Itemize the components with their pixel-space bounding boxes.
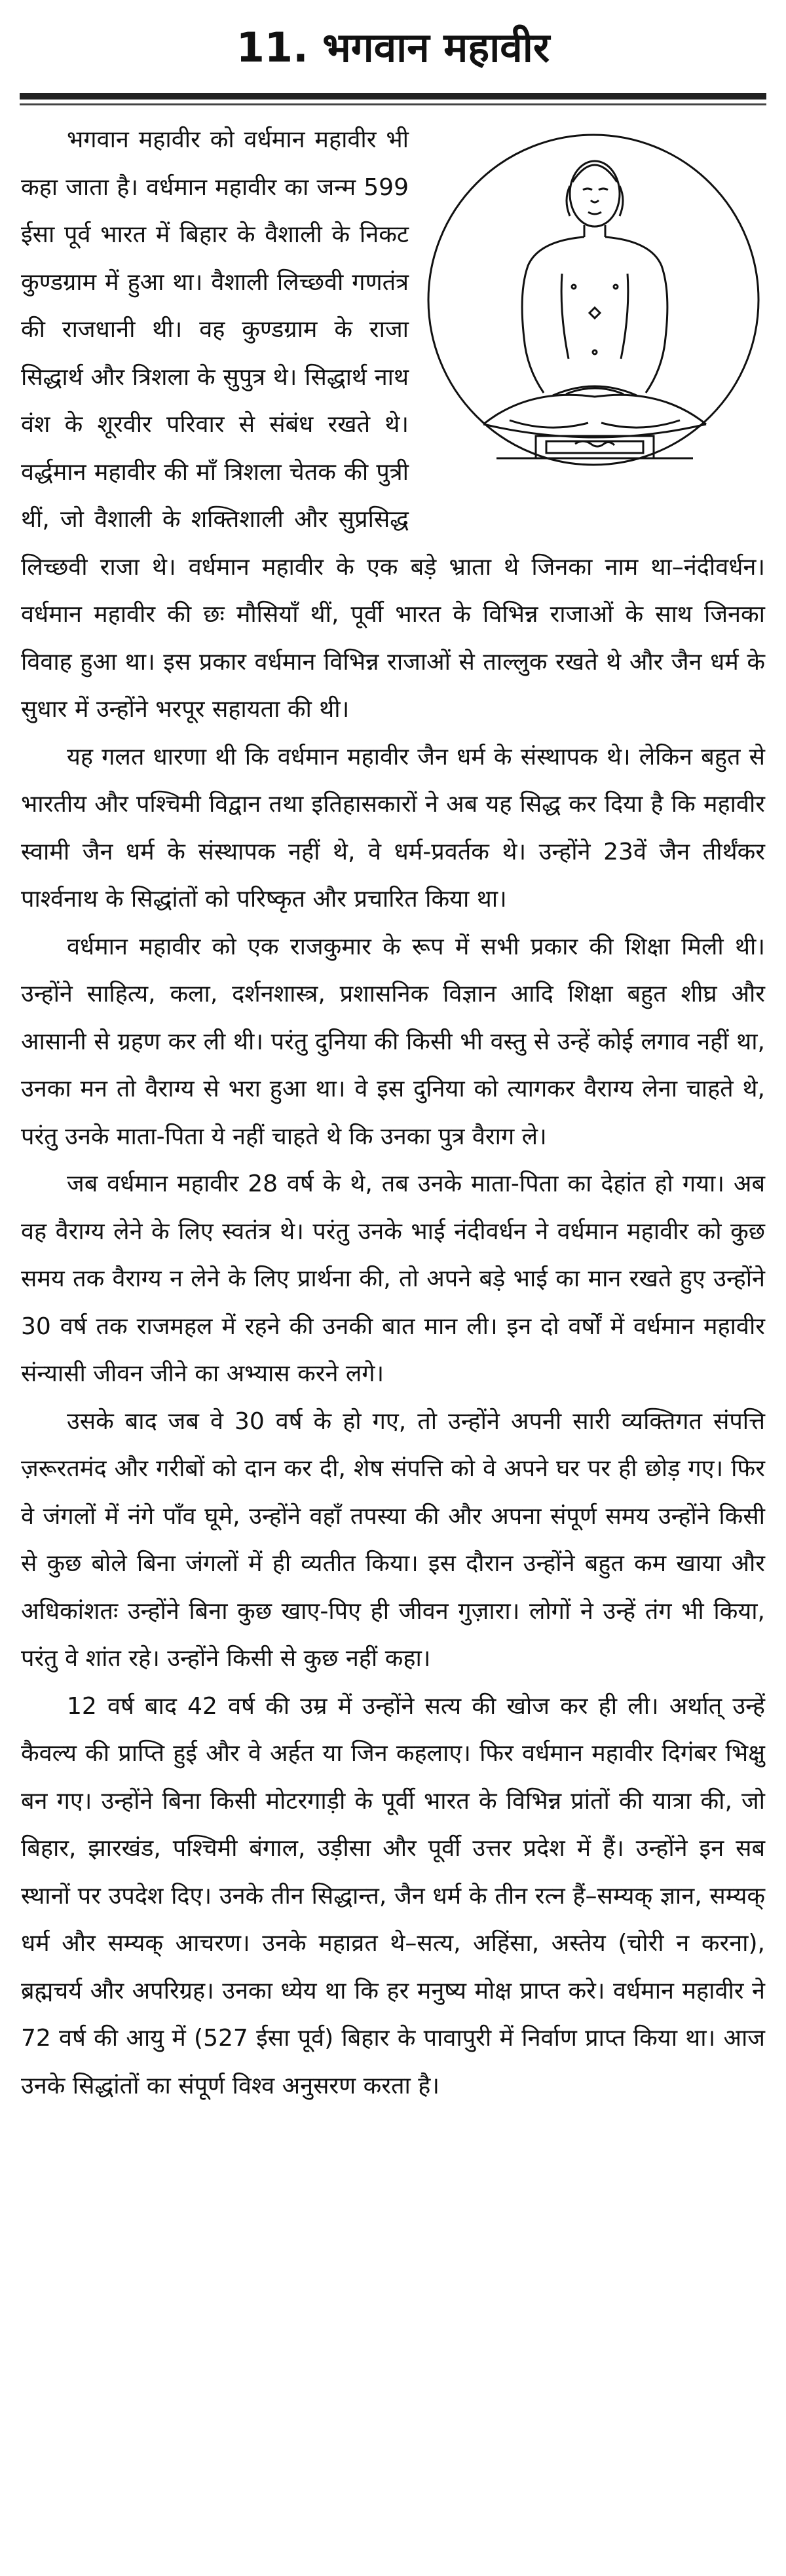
paragraph-5: उसके बाद जब वे 30 वर्ष के हो गए, तो उन्होंने अपनी सारी व्यक्तिगत संपत्ति ज़रूरतमंद और गरीबों को दान कर दी, शेष संपत्ति को वे अपने घर पर ही छोड़ गए। फिर वे जंगलों में नंगे पाँव घूमे, उन्होंने वहाँ तपस्या की और अपना संपूर्ण समय उन्होंने किसी से कुछ बोले बिना जंगलों में ही व्यतीत किया। इस दौरान उन्होंने बहुत कम खाया और अधिकांशतः उन्होंने बिना कुछ खाए-पिए ही जीवन गुज़ारा। लोगों ने उन्हें तंग भी किया, परंतु वे शांत रहे। उन्होंने किसी से कुछ नहीं कहा। <box>21 1407 765 1672</box>
mahavira-illustration <box>418 117 765 498</box>
paragraph-2: यह गलत धारणा थी कि वर्धमान महावीर जैन धर्म के संस्थापक थे। लेकिन बहुत से भारतीय और पश्चिमी विद्वान तथा इतिहासकारों ने अब यह सिद्ध कर दिया है कि महावीर स्वामी जैन धर्म के संस्थापक नहीं थे, वे धर्म-प्रवर्तक थे। उन्होंने 23वें जैन तीर्थंकर पार्श्वनाथ के सिद्धांतों को परिष्कृत और प्रचारित किया था। <box>21 743 765 913</box>
title-rule-thin <box>20 103 766 105</box>
paragraph-4: जब वर्धमान महावीर 28 वर्ष के थे, तब उनके माता-पिता का देहांत हो गया। अब वह वैराग्य लेने के लिए स्वतंत्र थे। परंतु उनके भाई नंदीवर्धन ने वर्धमान महावीर को कुछ समय तक वैराग्य न लेने के लिए प्रार्थना की, तो अपने बड़े भाई का मान रखते हुए उन्होंने 30 वर्ष तक राजमहल में रहने की उनकी बात मान ली। इन दो वर्षों में वर्धमान महावीर संन्यासी जीवन जीने का अभ्यास करने लगे। <box>21 1170 765 1387</box>
paragraph-6: 12 वर्ष बाद 42 वर्ष की उम्र में उन्होंने सत्य की खोज कर ही ली। अर्थात् उन्हें कैवल्य की प्राप्ति हुई और वे अर्हत या जिन कहलाए। फिर वर्धमान महावीर दिगंबर भिक्षु बन गए। उन्होंने बिना किसी मोटरगाड़ी के पूर्वी भारत के विभिन्न प्रांतों की यात्रा की, जो बिहार, झारखंड, पश्चिमी बंगाल, उड़ीसा और पूर्वी उत्तर प्रदेश में हैं। उन्होंने इन सब स्थानों पर उपदेश दिए। उनके तीन सिद्धान्त, जैन धर्म के तीन रत्न हैं–सम्यक् ज्ञान, सम्यक् धर्म और सम्यक् आचरण। उनके महाव्रत थे–सत्य, अहिंसा, अस्तेय (चोरी न करना), ब्रह्मचर्य और अपरिग्रह। उनका ध्येय था कि हर मनुष्य मोक्ष प्राप्त करे। वर्धमान महावीर ने 72 वर्ष की आयु में (527 ईसा पूर्व) बिहार के पावापुरी में निर्वाण प्राप्त किया था। आज उनके सिद्धांतों का संपूर्ण विश्व अनुसरण करता है। <box>21 1692 765 2099</box>
paragraph-1: भगवान महावीर को वर्धमान महावीर भी कहा जाता है। वर्धमान महावीर का जन्म 599 ईसा पूर्व भारत में बिहार के वैशाली के निकट कुण्डग्राम में हुआ था। वैशाली लिच्छवी गणतंत्र की राजधानी थी। वह कुण्डग्राम के राजा सिद्धार्थ और त्रिशला के सुपुत्र थे। सिद्धार्थ नाथ वंश के शूरवीर परिवार से संबंध रखते थे। वर्द्धमान महावीर की माँ त्रिशला चेतक की पुत्री थीं, जो वैशाली के शक्तिशाली और सुप्रसिद्ध लिच्छवी राजा थे। वर्धमान महावीर के एक बड़े भ्राता थे जिनका नाम था–नंदीवर्धन। वर्धमान महावीर की छः मौसियाँ थीं, पूर्वी भारत के विभिन्न राजाओं के साथ जिनका विवाह हुआ था। इस प्रकार वर्धमान विभिन्न राजाओं से ताल्लुक रखते थे और जैन धर्म के सुधार में उन्होंने भरपूर सहायता की थी। <box>21 126 765 723</box>
mahavira-seated-meditation-icon <box>418 117 765 498</box>
paragraph-3: वर्धमान महावीर को एक राजकुमार के रूप में सभी प्रकार की शिक्षा मिली थी। उन्होंने साहित्य, कला, दर्शनशास्त्र, प्रशासनिक विज्ञान आदि शिक्षा बहुत शीघ्र और आसानी से ग्रहण कर ली थी। परंतु दुनिया की किसी भी वस्तु से उन्हें कोई लगाव नहीं था, उनका मन तो वैराग्य से भरा हुआ था। वे इस दुनिया को त्यागकर वैराग्य लेना चाहते थे, परंतु उनके माता-पिता ये नहीं चाहते थे कि उनका पुत्र वैराग ले। <box>21 933 765 1150</box>
page-title: 11. भगवान महावीर <box>236 24 550 71</box>
article-body <box>21 117 765 2110</box>
title-rule <box>20 93 766 100</box>
